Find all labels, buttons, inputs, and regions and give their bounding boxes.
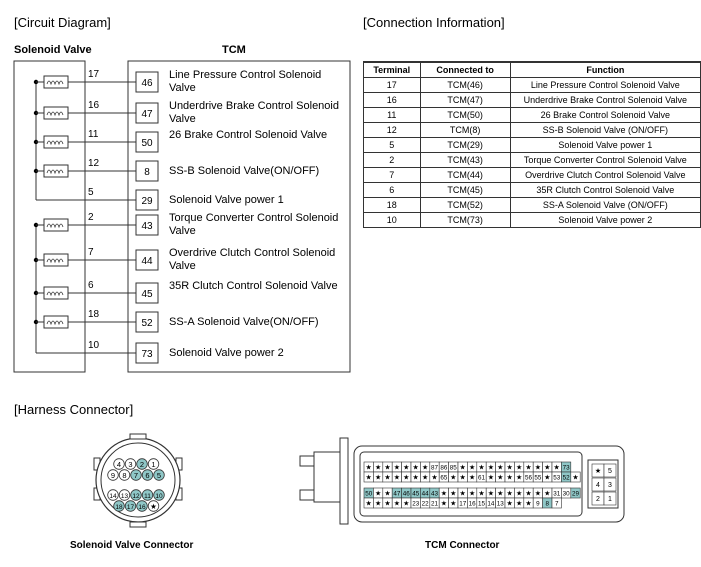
table-cell: 12 [364, 123, 421, 138]
table-cell: 16 [364, 93, 421, 108]
pin-label: ★ [150, 502, 157, 511]
tcm-pin-number: 29 [141, 196, 153, 207]
table-cell: TCM(52) [420, 198, 510, 213]
connector-key [130, 434, 146, 439]
table-cell: TCM(73) [420, 213, 510, 228]
table-cell: 6 [364, 183, 421, 198]
table-header-row [364, 62, 701, 78]
tcm-pin-label: ★ [450, 474, 457, 482]
tcm-pin-label: 31 [553, 490, 561, 498]
tcm-pin-label: ★ [393, 464, 401, 472]
tcm-pin-label: 43 [430, 490, 439, 498]
table-cell: Torque Converter Control Solenoid Valve [510, 153, 700, 168]
tcm-pin-label: ★ [497, 490, 504, 498]
wire-number: 16 [88, 100, 100, 111]
tcm-pin-label: 30 [562, 490, 570, 498]
tcm-side-pin-label: 4 [596, 482, 600, 489]
wire-number: 7 [88, 247, 94, 258]
tcm-pin-number: 44 [141, 256, 153, 267]
circuit-label: Underdrive Brake Control Solenoid Valve [169, 100, 339, 125]
pin-label: 7 [133, 471, 139, 480]
pin-label: 3 [128, 460, 133, 469]
tcm-pin-label: ★ [412, 464, 419, 472]
table-cell: 10 [364, 213, 421, 228]
wire-number: 11 [88, 129, 99, 140]
tcm-pin-label: 46 [402, 490, 410, 498]
tcm-pin-label: 50 [365, 490, 373, 498]
tcm-pin-number: 47 [141, 109, 153, 120]
tcm-pin-label: ★ [497, 464, 504, 472]
tcm-header: TCM [222, 44, 246, 56]
table-row [364, 138, 701, 153]
table-row [364, 123, 701, 138]
tcm-pin-number: 8 [144, 167, 150, 178]
pin-label: 17 [126, 504, 135, 511]
tcm-pin-label: 52 [562, 474, 570, 482]
table-cell: TCM(50) [420, 108, 510, 123]
tcm-pin-label: ★ [468, 474, 476, 482]
header-terminal: Terminal [364, 62, 421, 78]
table-cell: Solenoid Valve power 1 [510, 138, 700, 153]
tcm-pin-label: 53 [553, 474, 561, 482]
tcm-pin-label: ★ [515, 464, 523, 472]
tcm-pin-label: 17 [459, 500, 467, 508]
wire-number: 10 [88, 340, 100, 351]
tcm-pin-label: 47 [393, 490, 401, 498]
tcm-pin-label: ★ [515, 500, 523, 508]
pin-label: 2 [139, 460, 145, 469]
tcm-pin-label: 23 [412, 500, 420, 508]
tcm-pin-label: 8 [545, 500, 550, 508]
tcm-pin-label: ★ [374, 464, 382, 472]
tcm-pin-label: ★ [544, 474, 551, 482]
wire-number: 18 [88, 309, 100, 320]
tcm-pin-label: ★ [525, 490, 532, 498]
table-cell: SS-B Solenoid Valve (ON/OFF) [510, 123, 700, 138]
solenoid-connector-caption: Solenoid Valve Connector [70, 540, 194, 551]
tcm-pin-label: ★ [393, 500, 401, 508]
tcm-pin-label: ★ [544, 490, 551, 498]
tcm-pin-label: ★ [403, 500, 410, 508]
circuit-label: Line Pressure Control Solenoid Valve [169, 69, 322, 94]
pin-label: 4 [116, 460, 122, 469]
tcm-pin-label: ★ [534, 464, 542, 472]
tcm-pin-label: 44 [421, 490, 429, 498]
tcm-pin-label: 14 [487, 500, 495, 508]
circuit-label: Torque Converter Control Solenoid Valve [169, 212, 339, 237]
tcm-pin-label: ★ [506, 474, 513, 482]
tcm-connector [296, 432, 626, 528]
pin-label: 9 [110, 471, 116, 480]
table-cell: 35R Clutch Control Solenoid Valve [510, 183, 700, 198]
tcm-pin-label: 87 [430, 464, 439, 472]
pin-label: 5 [156, 471, 162, 480]
tcm-side-pin-label: 2 [596, 496, 600, 503]
table-cell: 18 [364, 198, 421, 213]
tcm-pin-label: ★ [374, 474, 382, 482]
table-cell: TCM(44) [420, 168, 510, 183]
wire-number: 17 [88, 69, 100, 80]
tcm-pin-label: ★ [421, 464, 429, 472]
table-cell: 5 [364, 138, 421, 153]
table-row [364, 213, 701, 228]
tcm-side-pin-label: 3 [608, 482, 612, 489]
tcm-pin-number: 46 [141, 78, 153, 89]
pin-label: 6 [145, 471, 150, 480]
tcm-pin-label: ★ [487, 490, 495, 498]
tcm-pin-label: ★ [459, 474, 466, 482]
tcm-connector-caption: TCM Connector [425, 540, 500, 551]
solenoid-valve-connector [88, 428, 188, 538]
tcm-pin-label: 22 [421, 500, 429, 508]
circuit-label: Solenoid Valve power 1 [169, 194, 284, 206]
tcm-pin-label: ★ [497, 474, 504, 482]
tcm-latch [300, 490, 314, 500]
table-cell: TCM(45) [420, 183, 510, 198]
tcm-pin-label: ★ [478, 490, 485, 498]
tcm-pin-label: ★ [487, 464, 495, 472]
circuit-label: SS-A Solenoid Valve(ON/OFF) [169, 316, 319, 328]
connection-info-title: [Connection Information] [363, 15, 505, 30]
table-row [364, 108, 701, 123]
tcm-pin-label: ★ [365, 464, 372, 472]
tcm-flange [340, 438, 348, 524]
pin-label: 14 [109, 493, 117, 500]
tcm-pin-label: 61 [477, 474, 486, 482]
tcm-pin-label: ★ [468, 490, 476, 498]
tcm-side-pin-label: ★ [594, 468, 602, 475]
table-cell: TCM(29) [420, 138, 510, 153]
tcm-pin-label: ★ [506, 500, 513, 508]
harness-connector-title: [Harness Connector] [14, 402, 134, 417]
tcm-pin-label: 21 [430, 500, 439, 508]
tcm-pin-label: 29 [571, 490, 580, 498]
circuit-label: Solenoid Valve power 2 [169, 347, 284, 359]
pin-label: 8 [122, 471, 127, 480]
table-cell: TCM(8) [420, 123, 510, 138]
wire-number: 5 [88, 187, 94, 198]
tcm-pin-label: ★ [478, 464, 485, 472]
tcm-pin-label: ★ [553, 464, 560, 472]
pin-label: 13 [120, 493, 129, 500]
table-row [364, 153, 701, 168]
tcm-pin-label: ★ [459, 490, 466, 498]
table-cell: TCM(46) [420, 78, 510, 93]
tcm-pin-number: 45 [141, 289, 153, 300]
connector-key [130, 522, 146, 527]
table-cell: Line Pressure Control Solenoid Valve [510, 78, 700, 93]
tcm-pin-number: 73 [141, 349, 153, 360]
tcm-pin-label: ★ [384, 490, 391, 498]
tcm-pin-number: 43 [141, 221, 153, 232]
tcm-pin-label: ★ [403, 464, 410, 472]
table-cell: 2 [364, 153, 421, 168]
table-cell: Overdrive Clutch Control Solenoid Valve [510, 168, 700, 183]
tcm-pin-label: ★ [487, 474, 495, 482]
pin-label: 11 [144, 493, 151, 500]
tcm-pin-label: 55 [534, 474, 542, 482]
table-cell: 26 Brake Control Solenoid Valve [510, 108, 700, 123]
tcm-pin-label: ★ [384, 474, 391, 482]
tcm-pin-label: ★ [365, 500, 372, 508]
tcm-pin-label: ★ [393, 474, 401, 482]
tcm-pin-label: ★ [506, 490, 513, 498]
tcm-pin-label: ★ [403, 474, 410, 482]
tcm-pin-label: 86 [440, 464, 448, 472]
tcm-pin-label: ★ [534, 490, 542, 498]
pin-label: 18 [115, 504, 123, 511]
circuit-label: 35R Clutch Control Solenoid Valve [169, 280, 338, 292]
wire-number: 6 [88, 280, 94, 291]
tcm-pin-label: ★ [515, 474, 523, 482]
tcm-pin-number: 52 [141, 318, 153, 329]
table-row [364, 183, 701, 198]
tcm-pin-label: ★ [440, 500, 448, 508]
table-body [364, 78, 701, 228]
tcm-pin-label: ★ [572, 474, 579, 482]
tcm-pin-label: 7 [554, 500, 559, 508]
table-cell: TCM(43) [420, 153, 510, 168]
tcm-pin-number: 50 [141, 138, 153, 149]
table-row [364, 168, 701, 183]
tcm-pin-label: ★ [459, 464, 466, 472]
table-cell: 17 [364, 78, 421, 93]
tcm-pin-label: 73 [562, 464, 570, 472]
header-function: Function [510, 62, 700, 78]
tcm-pin-label: 13 [496, 500, 504, 508]
tcm-pin-label: 65 [440, 474, 448, 482]
tcm-pin-label: ★ [365, 474, 372, 482]
tcm-pin-label: ★ [412, 474, 419, 482]
tcm-pin-label: 15 [477, 500, 486, 508]
header-connected-to: Connected to [420, 62, 510, 78]
circuit-diagram-title: [Circuit Diagram] [14, 15, 111, 30]
tcm-pin-label: 9 [536, 500, 540, 508]
wire-number: 2 [88, 212, 94, 223]
pin-label: 10 [155, 493, 163, 500]
table-cell: 7 [364, 168, 421, 183]
tcm-pin-label: ★ [515, 490, 523, 498]
circuit-label: SS-B Solenoid Valve(ON/OFF) [169, 165, 320, 177]
connection-table [363, 61, 701, 228]
tcm-pin-label: 56 [524, 474, 533, 482]
tcm-pin-label: 16 [468, 500, 476, 508]
tcm-pin-label: ★ [440, 490, 448, 498]
table-cell: SS-A Solenoid Valve (ON/OFF) [510, 198, 700, 213]
tcm-pin-label: 85 [449, 464, 457, 472]
pin-label: 16 [138, 504, 146, 511]
tcm-pin-label: ★ [544, 464, 551, 472]
tcm-side-pin-label: 1 [608, 496, 612, 503]
pin-label: 12 [132, 493, 140, 500]
tcm-pin-label: ★ [468, 464, 476, 472]
tcm-pin-label: ★ [374, 490, 382, 498]
circuit-label: 26 Brake Control Solenoid Valve [169, 129, 328, 141]
tcm-pin-label: ★ [384, 500, 391, 508]
solenoid-valve-header: Solenoid Valve [14, 44, 92, 56]
table-row [364, 78, 701, 93]
tcm-pin-label: 45 [412, 490, 420, 498]
pin-label: 1 [151, 460, 156, 469]
wire-number: 12 [88, 158, 100, 169]
tcm-latch [300, 456, 314, 466]
tcm-pin-label: ★ [384, 464, 391, 472]
table-cell: 11 [364, 108, 421, 123]
tcm-pin-label: ★ [421, 474, 429, 482]
tcm-pin-label: ★ [450, 490, 457, 498]
table-cell: Solenoid Valve power 2 [510, 213, 700, 228]
tcm-pin-label: ★ [450, 500, 457, 508]
circuit-label: Overdrive Clutch Control Solenoid Valve [169, 247, 336, 272]
tcm-pin-label: ★ [431, 474, 438, 482]
table-row [364, 198, 701, 213]
tcm-pin-label: ★ [525, 464, 532, 472]
tcm-side-pin-label: 5 [608, 468, 612, 475]
table-row [364, 93, 701, 108]
table-cell: TCM(47) [420, 93, 510, 108]
tcm-pin-label: ★ [525, 500, 532, 508]
tcm-pin-label: ★ [506, 464, 513, 472]
tcm-pin-label: ★ [374, 500, 382, 508]
table-cell: Underdrive Brake Control Solenoid Valve [510, 93, 700, 108]
